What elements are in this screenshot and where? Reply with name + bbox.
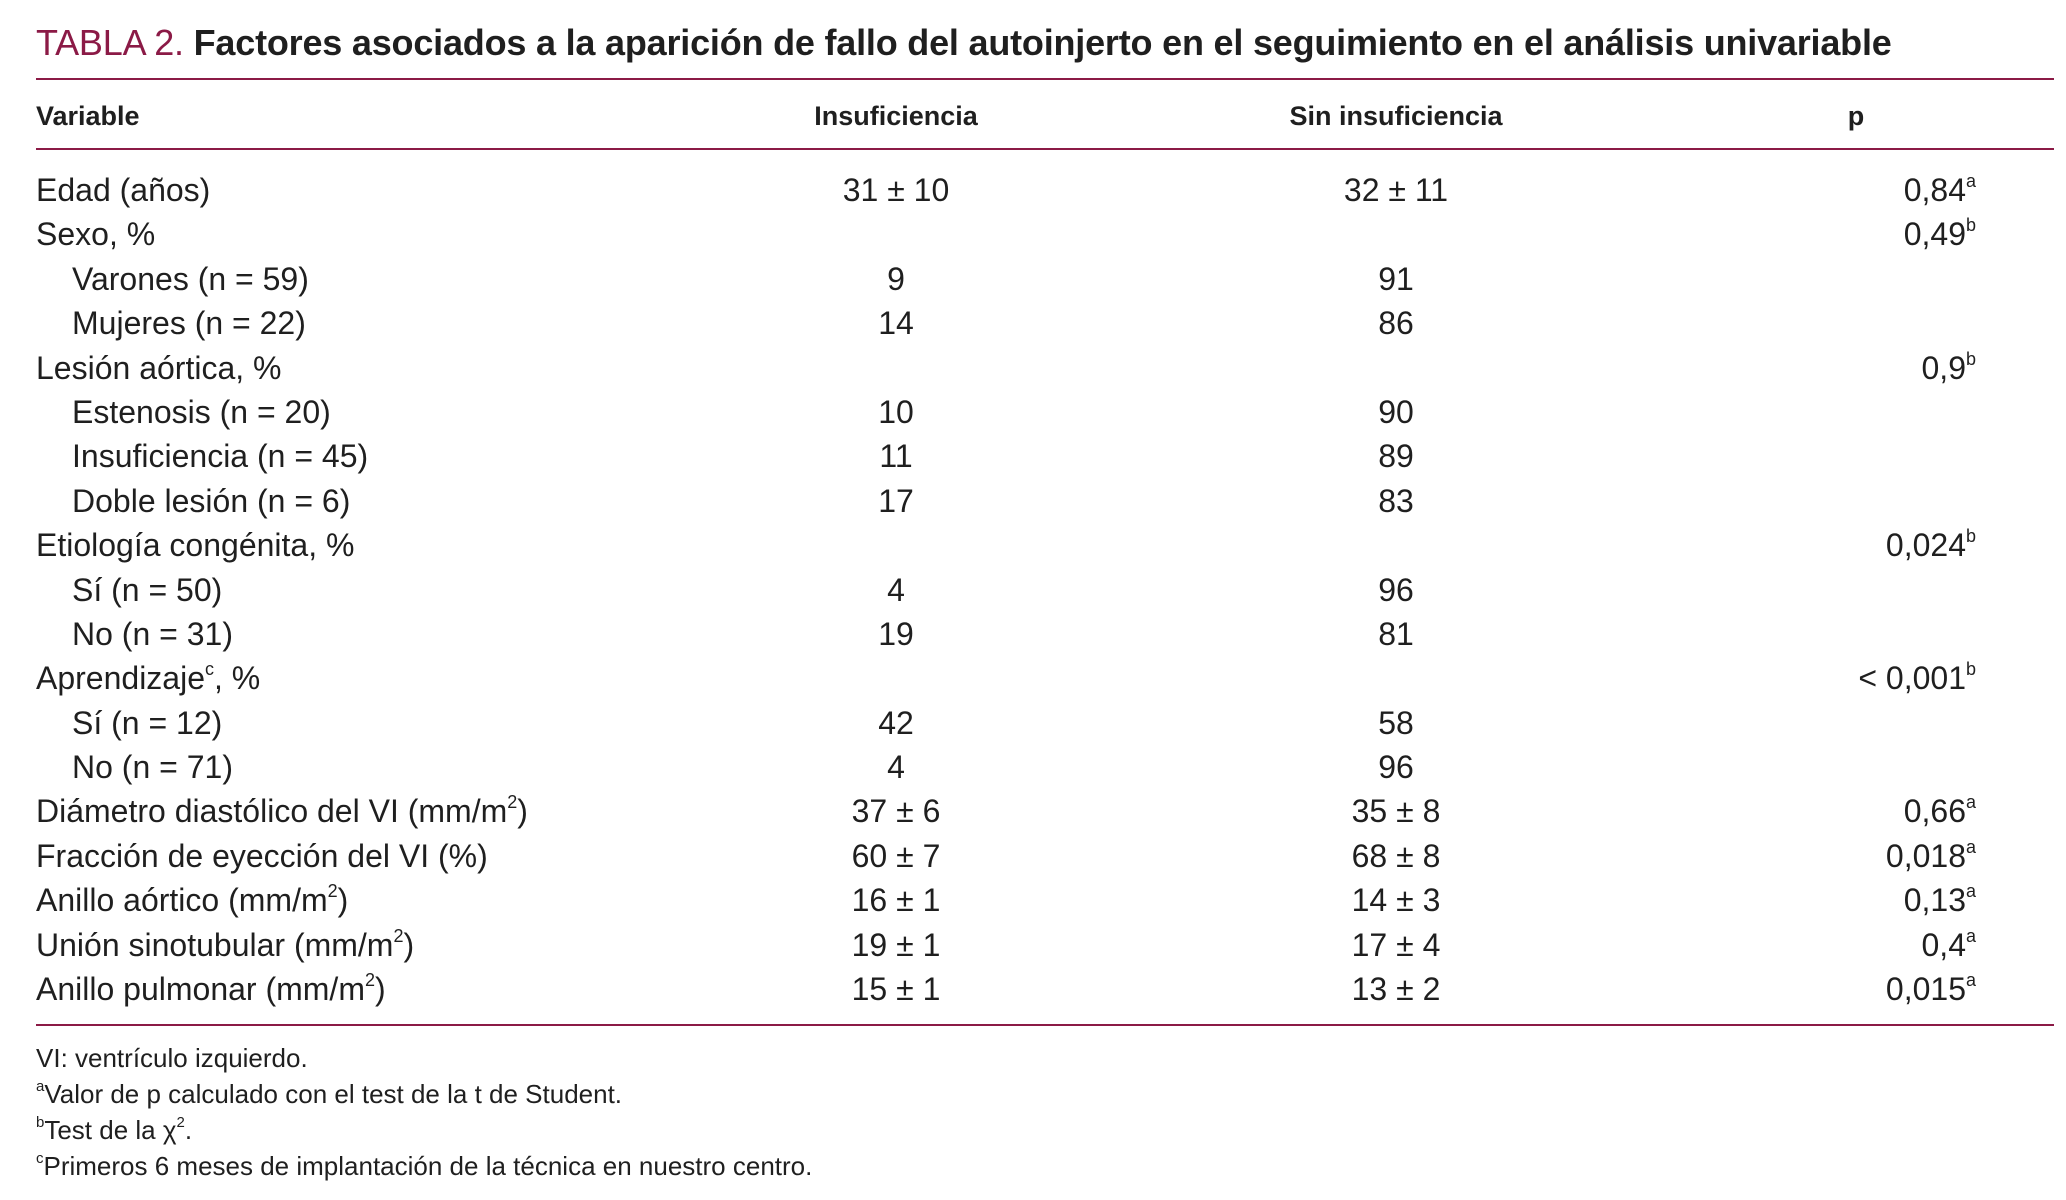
cell-p-value xyxy=(1796,168,1976,212)
table-row xyxy=(36,434,2054,478)
table-row xyxy=(36,701,2054,745)
table-row xyxy=(36,257,2054,301)
cell-variable xyxy=(36,923,414,967)
table-body xyxy=(36,168,2054,1011)
cell-p-value xyxy=(1796,523,1976,567)
p-value-text: 0,66 xyxy=(1903,793,1966,830)
cell-insuficiencia: 16 ± 1 xyxy=(851,882,941,919)
cell-p-value xyxy=(1796,568,1976,612)
cell-p-value xyxy=(1796,701,1976,745)
cell-variable xyxy=(36,967,386,1011)
p-value-superscript: a xyxy=(1965,171,1976,191)
footnote-marker: c xyxy=(36,1150,44,1167)
variable-text: Aprendizaje xyxy=(36,660,205,697)
cell-p-value xyxy=(1796,612,1976,656)
table-label: TABLA 2. xyxy=(36,22,184,63)
cell-variable xyxy=(72,301,306,345)
cell-sin-insuficiencia: 68 ± 8 xyxy=(1351,837,1441,874)
footnote-text-superscript: 2 xyxy=(176,1114,185,1131)
p-value-text: 0,024 xyxy=(1885,527,1966,564)
variable-text: Sexo, % xyxy=(36,216,156,253)
cell-sin-insuficiencia: 32 ± 11 xyxy=(1343,172,1449,208)
cell-variable xyxy=(36,789,528,833)
cell-sin-insuficiencia: 13 ± 2 xyxy=(1351,971,1441,1008)
variable-suffix: , % xyxy=(214,660,261,697)
variable-text: Sí (n = 12) xyxy=(72,704,223,741)
variable-suffix: ) xyxy=(403,926,415,963)
p-value-superscript: b xyxy=(1965,215,1976,236)
cell-variable xyxy=(36,656,260,700)
cell-sin-insuficiencia: 81 xyxy=(1378,615,1414,652)
variable-suffix: ) xyxy=(517,793,528,830)
table-row xyxy=(36,168,2054,212)
cell-variable xyxy=(72,479,350,523)
cell-sin-insuficiencia: 91 xyxy=(1378,260,1414,297)
footnote-text: VI: ventrículo izquierdo. xyxy=(36,1043,308,1073)
variable-superscript: c xyxy=(205,659,214,680)
p-value-superscript: a xyxy=(1965,792,1976,813)
p-value-superscript: b xyxy=(1965,526,1976,547)
table-row xyxy=(36,612,2054,656)
cell-insuficiencia: 10 xyxy=(878,393,914,430)
p-value-superscript: a xyxy=(1965,881,1976,902)
table-header xyxy=(36,98,2054,134)
cell-insuficiencia: 31 ± 10 xyxy=(842,172,950,208)
variable-superscript: 2 xyxy=(327,881,338,902)
cell-insuficiencia: 4 xyxy=(887,571,905,608)
p-value-text: 0,015 xyxy=(1885,971,1966,1008)
cell-insuficiencia: 60 ± 7 xyxy=(851,837,941,874)
table-row xyxy=(36,878,2054,922)
cell-insuficiencia: 37 ± 6 xyxy=(851,793,941,830)
variable-suffix: ) xyxy=(337,882,349,919)
variable-text: Mujeres (n = 22) xyxy=(72,305,306,342)
footnote xyxy=(36,1112,812,1148)
table-footnotes xyxy=(36,1040,812,1184)
p-value-text: 0,49 xyxy=(1903,216,1966,253)
cell-variable xyxy=(72,745,233,789)
header-insuficiencia: Insuficiencia xyxy=(814,101,978,131)
table-row xyxy=(36,967,2054,1011)
variable-text: Unión sinotubular (mm/m xyxy=(36,926,394,963)
cell-p-value xyxy=(1796,923,1976,967)
cell-variable xyxy=(36,523,354,567)
p-value-text: < 0,001 xyxy=(1858,660,1966,697)
table-row xyxy=(36,301,2054,345)
table-caption: Factores asociados a la aparición de fallo del autoinjerto en el seguimiento en el análisis univariable xyxy=(193,22,1892,63)
variable-suffix: ) xyxy=(374,971,386,1008)
table-row xyxy=(36,479,2054,523)
cell-p-value xyxy=(1796,745,1976,789)
top-rule xyxy=(36,78,2054,80)
footnote xyxy=(36,1148,812,1184)
table-row xyxy=(36,745,2054,789)
p-value-superscript: b xyxy=(1965,348,1976,369)
header-p: p xyxy=(1847,101,1865,131)
footnote-text: Valor de p calculado con el test de la t de Student. xyxy=(44,1079,623,1109)
cell-sin-insuficiencia: 96 xyxy=(1378,749,1414,786)
header-rule xyxy=(36,148,2054,150)
cell-sin-insuficiencia: 86 xyxy=(1378,305,1414,342)
p-value-superscript: a xyxy=(1965,970,1976,991)
table-row xyxy=(36,568,2054,612)
cell-sin-insuficiencia: 90 xyxy=(1378,393,1414,430)
p-value-superscript: a xyxy=(1965,925,1976,946)
cell-variable xyxy=(72,257,309,301)
variable-text: Sí (n = 50) xyxy=(72,571,223,608)
cell-variable xyxy=(72,612,233,656)
cell-p-value xyxy=(1796,967,1976,1011)
table-row xyxy=(36,789,2054,833)
cell-p-value xyxy=(1796,656,1976,700)
variable-superscript: 2 xyxy=(364,970,375,991)
cell-p-value xyxy=(1796,479,1976,523)
p-value-text: 0,9 xyxy=(1921,349,1966,386)
cell-variable xyxy=(72,434,368,478)
cell-p-value xyxy=(1796,301,1976,345)
p-value-superscript: b xyxy=(1965,659,1976,680)
cell-sin-insuficiencia: 17 ± 4 xyxy=(1351,926,1441,963)
footnote-marker: a xyxy=(36,1078,45,1095)
cell-insuficiencia: 15 ± 1 xyxy=(851,971,941,1008)
cell-insuficiencia: 17 xyxy=(878,482,914,519)
table-row xyxy=(36,523,2054,567)
cell-p-value xyxy=(1796,834,1976,878)
header-variable: Variable xyxy=(36,101,140,131)
table-row xyxy=(36,346,2054,390)
cell-insuficiencia: 11 xyxy=(879,438,913,475)
footnote-marker: b xyxy=(36,1114,45,1131)
p-value-text: 0,13 xyxy=(1903,882,1966,919)
cell-insuficiencia: 19 xyxy=(878,615,914,652)
p-value-text: 0,84 xyxy=(1903,172,1966,208)
table-row xyxy=(36,923,2054,967)
cell-p-value xyxy=(1796,390,1976,434)
variable-text: Edad (años) xyxy=(36,172,211,208)
variable-text: Diámetro diastólico del VI (mm/m xyxy=(36,793,508,830)
variable-text: Anillo pulmonar (mm/m xyxy=(36,971,365,1008)
table-row xyxy=(36,212,2054,256)
footnote xyxy=(36,1076,812,1112)
cell-insuficiencia: 9 xyxy=(887,260,905,297)
variable-text: Anillo aórtico (mm/m xyxy=(36,882,328,919)
cell-variable xyxy=(72,701,222,745)
cell-variable xyxy=(36,878,348,922)
table-row xyxy=(36,656,2054,700)
variable-text: No (n = 31) xyxy=(72,615,233,652)
cell-variable xyxy=(36,212,155,256)
cell-p-value xyxy=(1796,346,1976,390)
p-value-text: 0,018 xyxy=(1885,837,1966,874)
variable-text: Fracción de eyección del VI (%) xyxy=(36,837,488,874)
cell-p-value xyxy=(1796,878,1976,922)
cell-sin-insuficiencia: 58 xyxy=(1378,704,1414,741)
cell-sin-insuficiencia: 96 xyxy=(1378,571,1414,608)
cell-variable xyxy=(36,168,210,212)
variable-text: Insuficiencia (n = 45) xyxy=(72,438,369,475)
variable-text: Etiología congénita, % xyxy=(36,527,355,564)
variable-text: Estenosis (n = 20) xyxy=(72,393,331,430)
footnote-text-suffix: . xyxy=(184,1115,193,1145)
variable-text: Lesión aórtica, % xyxy=(36,349,282,386)
p-value-superscript: a xyxy=(1965,836,1976,857)
cell-variable xyxy=(36,834,488,878)
cell-sin-insuficiencia: 89 xyxy=(1378,438,1414,475)
table-row xyxy=(36,390,2054,434)
cell-p-value xyxy=(1796,212,1976,256)
cell-insuficiencia: 14 xyxy=(878,305,914,342)
variable-text: No (n = 71) xyxy=(72,749,233,786)
variable-text: Doble lesión (n = 6) xyxy=(72,482,351,519)
header-sin-insuficiencia: Sin insuficiencia xyxy=(1289,101,1503,131)
variable-superscript: 2 xyxy=(507,792,518,813)
cell-sin-insuficiencia: 14 ± 3 xyxy=(1351,882,1441,919)
cell-insuficiencia: 19 ± 1 xyxy=(851,926,941,963)
footnote-text: Test de la χ xyxy=(44,1115,177,1145)
cell-variable xyxy=(36,346,281,390)
cell-sin-insuficiencia: 83 xyxy=(1378,482,1414,519)
footnote xyxy=(36,1040,812,1076)
cell-insuficiencia: 42 xyxy=(878,704,914,741)
table-row xyxy=(36,834,2054,878)
cell-variable xyxy=(72,390,331,434)
cell-sin-insuficiencia: 35 ± 8 xyxy=(1351,793,1441,830)
variable-text: Varones (n = 59) xyxy=(72,260,309,297)
cell-p-value xyxy=(1796,434,1976,478)
cell-variable xyxy=(72,568,222,612)
p-value-text: 0,4 xyxy=(1921,926,1966,963)
variable-superscript: 2 xyxy=(393,925,404,946)
cell-p-value xyxy=(1796,257,1976,301)
cell-p-value xyxy=(1796,789,1976,833)
footnote-text: Primeros 6 meses de implantación de la técnica en nuestro centro. xyxy=(43,1151,813,1181)
bottom-rule xyxy=(36,1024,2054,1026)
cell-insuficiencia: 4 xyxy=(887,749,905,786)
table-title xyxy=(36,18,2056,68)
